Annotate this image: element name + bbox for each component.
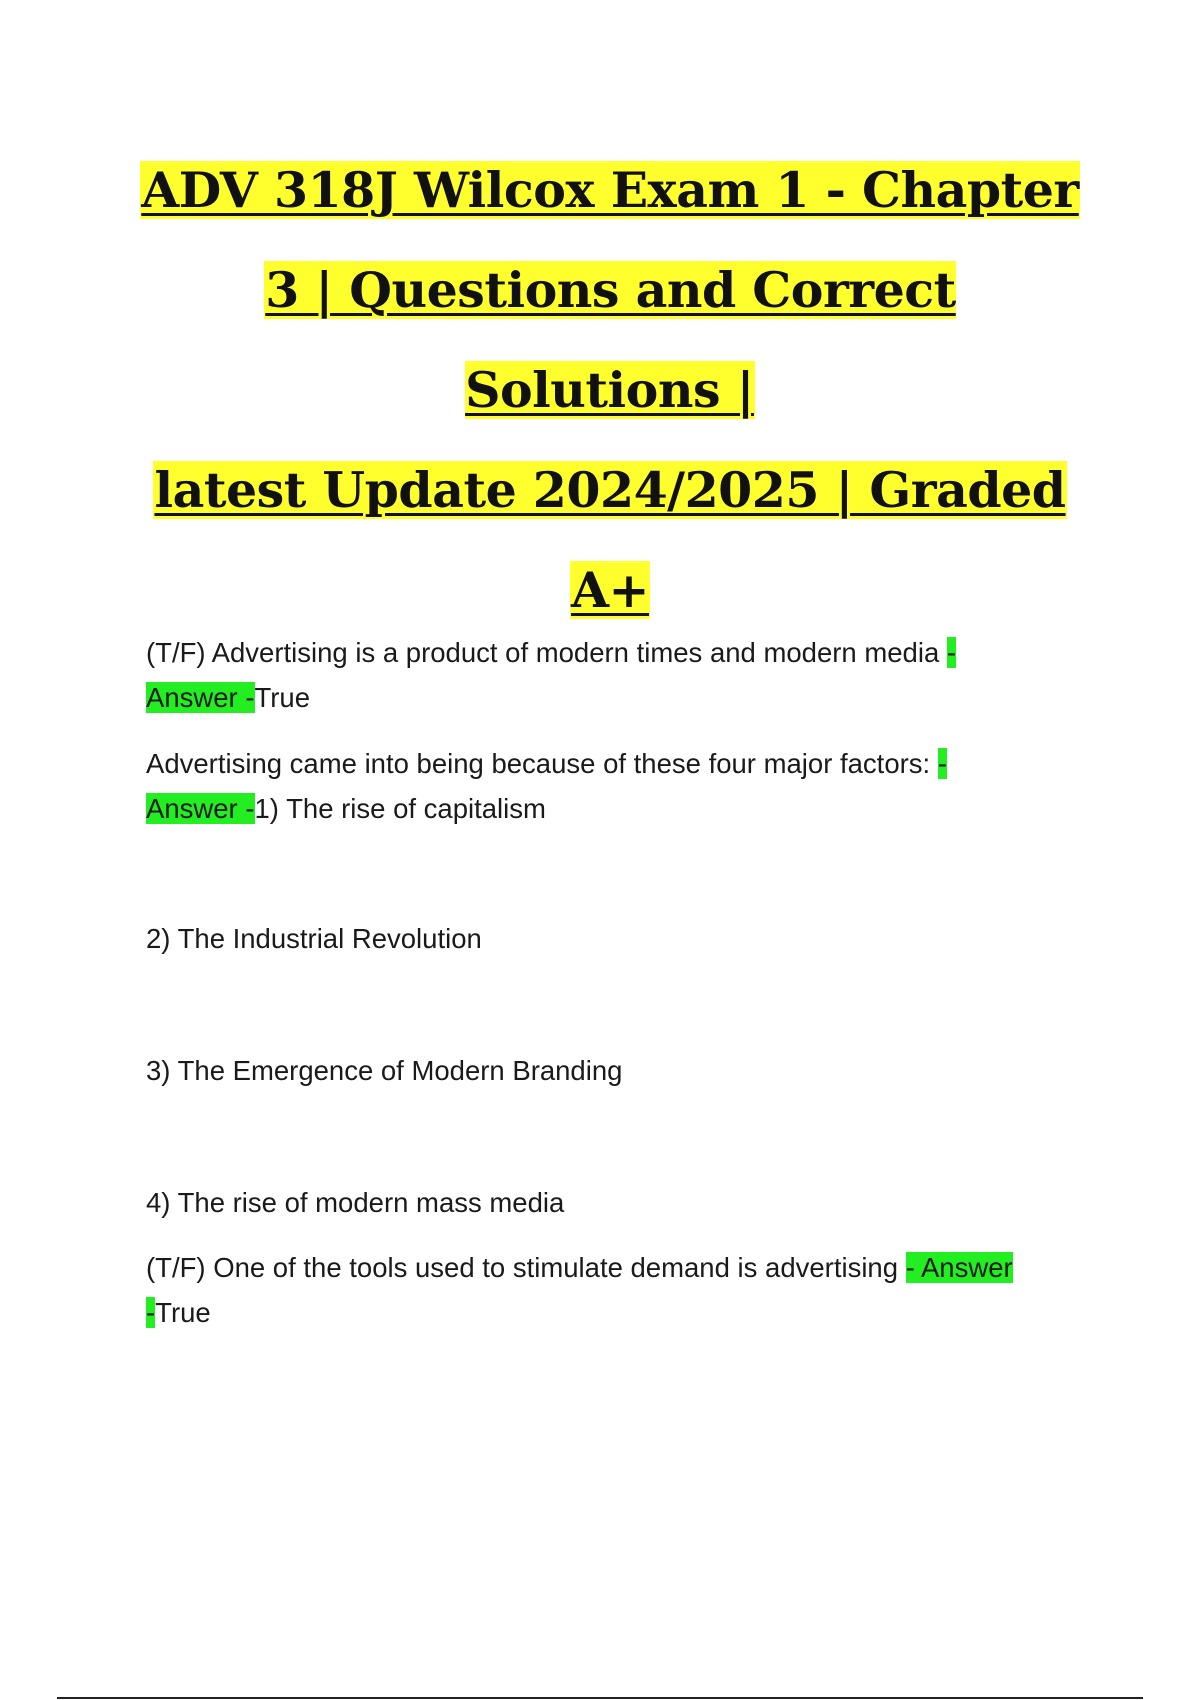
list-item [146,1180,1086,1225]
question-3-answer: True [155,1297,211,1328]
question-2-answer: 1) The rise of capitalism [254,793,546,824]
question-1-text: (T/F) Advertising is a product of modern times and modern media [146,637,947,668]
title-line-4: A+ [570,561,650,619]
title-line-2: 3 | Questions and Correct Solutions | [265,261,956,419]
answer-marker: - [946,637,957,668]
answer-marker: Answer - [146,793,255,824]
title-line-1: ADV 318J Wilcox Exam 1 - Chapter [141,161,1079,219]
title-line-3: latest Update 2024/2025 | Graded [154,461,1066,519]
answer-marker: - [146,1297,156,1328]
list-item-text: 2) The Industrial Revolution [146,923,482,954]
list-item [146,916,1086,961]
question-1 [146,630,1086,720]
page-bottom-rule [57,1697,1143,1699]
answer-marker: - [937,748,947,779]
question-3-text: (T/F) One of the tools used to stimulate demand is advertising [146,1252,906,1283]
question-2-text: Advertising came into being because of these four major factors: [146,748,938,779]
question-1-answer: True [254,682,311,713]
list-item-text: 3) The Emergence of Modern Branding [146,1055,623,1086]
answer-marker: - Answer [905,1252,1013,1283]
question-3 [146,1245,1086,1335]
list-item [146,1048,1086,1093]
list-item-text: 4) The rise of modern mass media [146,1187,565,1218]
question-2 [146,741,1086,831]
answer-marker: Answer - [146,682,255,713]
document-title [130,140,1090,640]
